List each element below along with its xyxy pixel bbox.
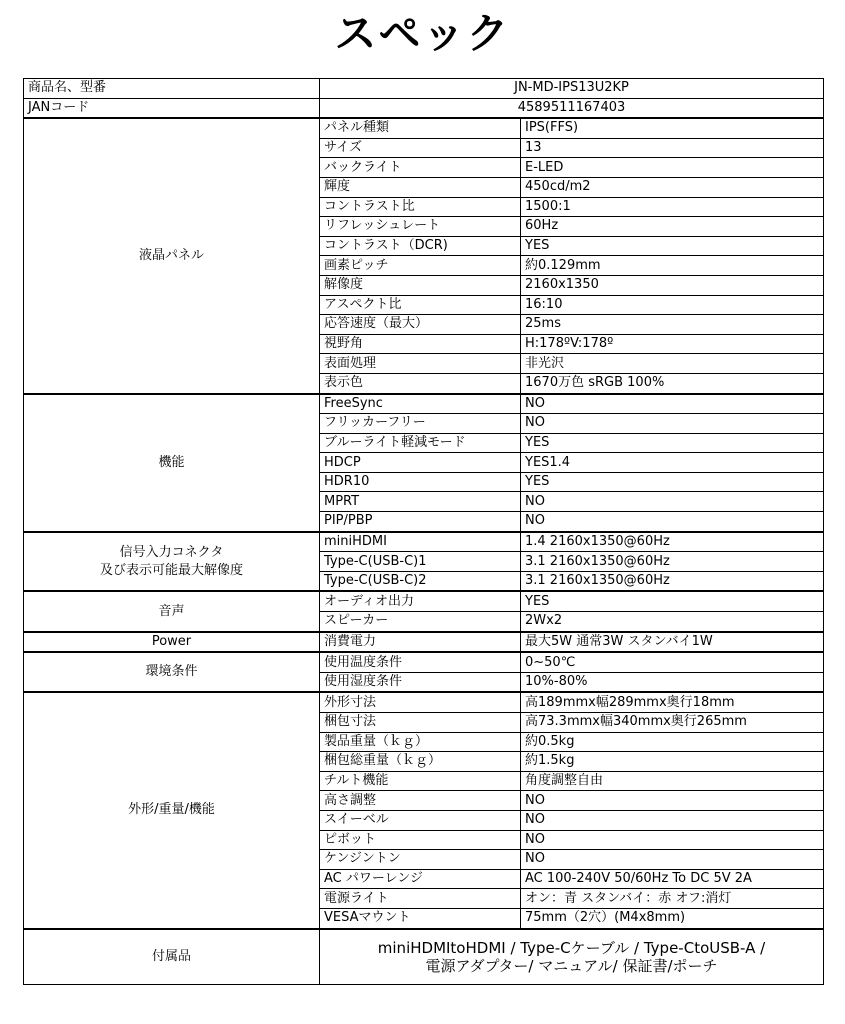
spec-item-label: 外形寸法 — [320, 692, 521, 712]
spec-item-value: 高73.3mmx幅340mmx奥行265mm — [521, 713, 824, 733]
spec-item-value: 約0.129mm — [521, 256, 824, 276]
spec-item-label: オーディオ出力 — [320, 591, 521, 611]
jan-code-value: 4589511167403 — [320, 98, 824, 118]
spec-item-label: FreeSync — [320, 394, 521, 414]
spec-table — [23, 78, 824, 985]
spec-item-value: 25ms — [521, 315, 824, 335]
accessories-line: 電源アダプター/ マニュアル/ 保証書/ポーチ — [425, 956, 718, 975]
spec-item-value: NO — [521, 850, 824, 870]
spec-item-label: フリッカーフリー — [320, 414, 521, 434]
spec-item-label: 梱包総重量（ｋｇ） — [320, 752, 521, 772]
spec-item-value: IPS(FFS) — [521, 118, 824, 138]
spec-item-value: 約1.5kg — [521, 752, 824, 772]
table-row — [24, 591, 824, 611]
spec-item-label: バックライト — [320, 158, 521, 178]
category-label: 及び表示可能最大解像度 — [99, 562, 243, 578]
category-label: Power — [151, 633, 192, 649]
spec-item-value: 3.1 2160x1350@60Hz — [521, 571, 824, 591]
spec-item-label: AC パワーレンジ — [320, 869, 521, 889]
table-row — [24, 98, 824, 118]
spec-item-value: NO — [521, 492, 824, 512]
spec-item-value: H:178ºV:178º — [521, 334, 824, 354]
category-cell — [24, 118, 320, 393]
table-row — [24, 79, 824, 99]
spec-item-value: 1500:1 — [521, 197, 824, 217]
spec-item-label: PIP/PBP — [320, 512, 521, 532]
spec-item-value: YES — [521, 591, 824, 611]
accessories-line: miniHDMItoHDMI / Type-Cケーブル / Type-CtoUSB-A / — [377, 938, 766, 957]
spec-item-value: 角度調整自由 — [521, 771, 824, 791]
category-cell — [24, 652, 320, 692]
spec-item-label: 解像度 — [320, 275, 521, 295]
category-cell — [24, 692, 320, 928]
spec-item-label: 消費電力 — [320, 632, 521, 653]
table-row — [24, 532, 824, 552]
spec-item-value: NO — [521, 512, 824, 532]
category-label: 信号入力コネクタ — [119, 544, 224, 560]
spec-item-value: 13 — [521, 138, 824, 158]
spec-item-label: コントラスト比 — [320, 197, 521, 217]
spec-item-label: 梱包寸法 — [320, 713, 521, 733]
spec-item-value: YES1.4 — [521, 453, 824, 473]
table-row — [24, 118, 824, 138]
spec-item-label: パネル種類 — [320, 118, 521, 138]
spec-item-value: 0~50℃ — [521, 652, 824, 672]
spec-item-label: 表面処理 — [320, 354, 521, 374]
category-label: 音声 — [158, 603, 185, 619]
spec-item-value: 16:10 — [521, 295, 824, 315]
spec-item-label: ケンジントン — [320, 850, 521, 870]
spec-item-label: 応答速度（最大） — [320, 315, 521, 335]
spec-item-label: 電源ライト — [320, 889, 521, 909]
spec-item-value: NO — [521, 810, 824, 830]
accessories-value — [320, 929, 824, 985]
spec-item-value: NO — [521, 830, 824, 850]
table-row — [24, 692, 824, 712]
jan-code-label: JANコード — [24, 98, 320, 118]
spec-item-value: 2160x1350 — [521, 275, 824, 295]
spec-item-label: MPRT — [320, 492, 521, 512]
table-row — [24, 929, 824, 985]
category-cell — [24, 591, 320, 631]
spec-item-value: 10%-80% — [521, 672, 824, 692]
accessories-label: 付属品 — [24, 929, 320, 985]
product-name-value: JN-MD-IPS13U2KP — [320, 79, 824, 99]
spec-item-label: 使用湿度条件 — [320, 672, 521, 692]
spec-item-value: 非光沢 — [521, 354, 824, 374]
spec-item-value: オン：青 スタンバイ：赤 オフ:消灯 — [521, 889, 824, 909]
page-title: スペック — [334, 9, 511, 58]
spec-item-value: 75mm（2穴）(M4x8mm) — [521, 908, 824, 928]
spec-item-value: 最大5W 通常3W スタンバイ1W — [521, 632, 824, 653]
spec-item-label: HDR10 — [320, 472, 521, 492]
spec-item-label: リフレッシュレート — [320, 217, 521, 237]
spec-item-value: 高189mmx幅289mmx奥行18mm — [521, 692, 824, 712]
spec-item-value: AC 100-240V 50/60Hz To DC 5V 2A — [521, 869, 824, 889]
category-label: 液晶パネル — [138, 247, 204, 263]
spec-item-label: チルト機能 — [320, 771, 521, 791]
spec-item-value: YES — [521, 433, 824, 453]
spec-item-label: 画素ピッチ — [320, 256, 521, 276]
spec-item-label: アスペクト比 — [320, 295, 521, 315]
spec-item-value: 約0.5kg — [521, 732, 824, 752]
product-name-label: 商品名、型番 — [24, 79, 320, 99]
spec-item-label: Type-C(USB-C)1 — [320, 552, 521, 572]
spec-item-label: 製品重量（ｋｇ） — [320, 732, 521, 752]
spec-item-label: 表示色 — [320, 373, 521, 393]
category-cell — [24, 632, 320, 653]
spec-item-value: NO — [521, 414, 824, 434]
category-label: 外形/重量/機能 — [128, 802, 215, 818]
spec-item-value: YES — [521, 472, 824, 492]
spec-item-value: NO — [521, 791, 824, 811]
spec-item-value: E-LED — [521, 158, 824, 178]
spec-item-label: miniHDMI — [320, 532, 521, 552]
spec-item-label: スピーカー — [320, 612, 521, 632]
spec-item-value: 1.4 2160x1350@60Hz — [521, 532, 824, 552]
spec-item-value: 2Wx2 — [521, 612, 824, 632]
spec-item-label: ピボット — [320, 830, 521, 850]
spec-item-label: 使用温度条件 — [320, 652, 521, 672]
spec-item-label: Type-C(USB-C)2 — [320, 571, 521, 591]
category-cell — [24, 394, 320, 532]
spec-item-value: 60Hz — [521, 217, 824, 237]
spec-item-label: ブルーライト軽減モード — [320, 433, 521, 453]
spec-item-label: サイズ — [320, 138, 521, 158]
category-cell — [24, 532, 320, 592]
spec-item-value: 450cd/m2 — [521, 177, 824, 197]
category-label: 環境条件 — [145, 664, 198, 680]
spec-item-value: YES — [521, 236, 824, 256]
spec-item-label: HDCP — [320, 453, 521, 473]
spec-item-label: スイーベル — [320, 810, 521, 830]
table-row — [24, 652, 824, 672]
spec-table-body — [24, 79, 824, 985]
spec-item-value: 1670万色 sRGB 100% — [521, 373, 824, 393]
spec-item-label: VESAマウント — [320, 908, 521, 928]
spec-item-label: コントラスト（DCR) — [320, 236, 521, 256]
spec-item-label: 視野角 — [320, 334, 521, 354]
spec-item-value: NO — [521, 394, 824, 414]
category-label: 機能 — [158, 454, 185, 470]
table-row — [24, 394, 824, 414]
spec-item-label: 輝度 — [320, 177, 521, 197]
spec-item-label: 高さ調整 — [320, 791, 521, 811]
table-row — [24, 632, 824, 653]
spec-item-value: 3.1 2160x1350@60Hz — [521, 552, 824, 572]
